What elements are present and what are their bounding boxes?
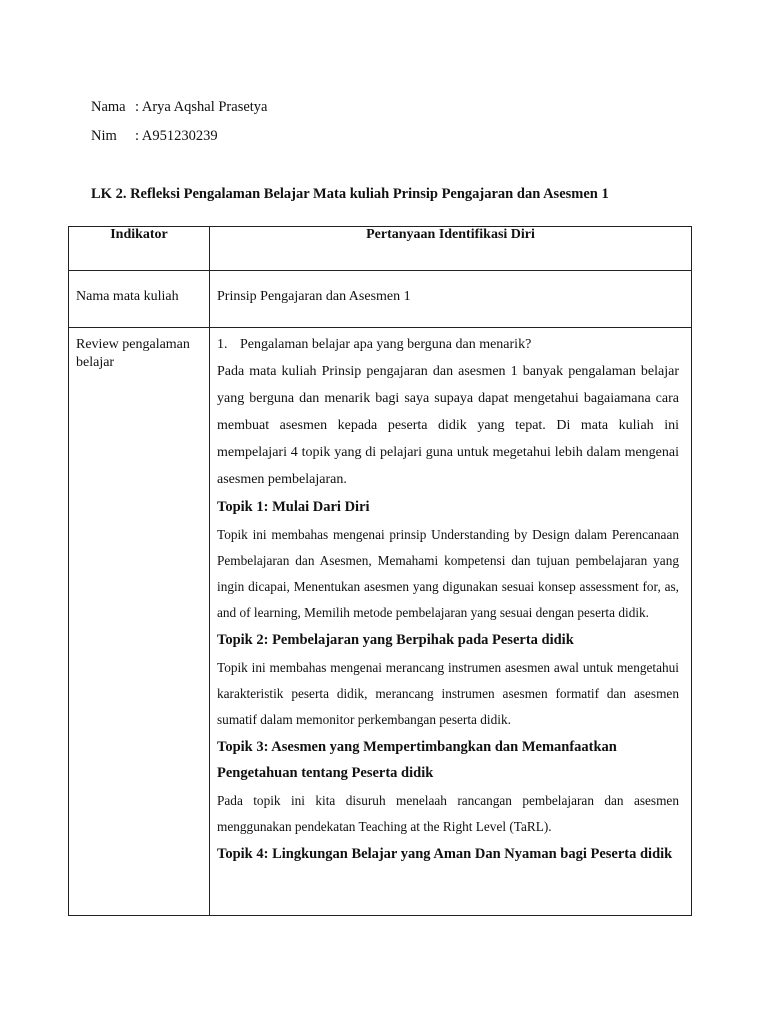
topic-2-title: Topik 2: Pembelajaran yang Berpihak pada Peserta didik — [217, 632, 574, 648]
question-number: 1. — [217, 337, 228, 352]
row-content-review — [210, 328, 692, 916]
name-row — [91, 93, 268, 122]
identity-block — [91, 93, 268, 151]
table-header-row — [69, 227, 692, 271]
nim-value: : A951230239 — [135, 128, 218, 144]
row-label-course-name: Nama mata kuliah — [69, 271, 210, 328]
intro-paragraph: Pada mata kuliah Prinsip pengajaran dan asesmen 1 banyak pengalaman belajar yang berguna dan menarik bagi saya supaya dapat mengetahui bagaiamana cara membuat asesmen kepada peserta didik yang tepat. Di mata kuliah ini mempelajari 4 topik yang di pelajari guna untuk megetahui lebih dalam mengenai asesmen pembelajaran. — [217, 364, 679, 487]
name-value: : Arya Aqshal Prasetya — [135, 99, 268, 115]
question-item — [217, 335, 679, 354]
topic-1-body: Topik ini membahas mengenai prinsip Understanding by Design dalam Perencanaan Pembelajaran dan Asesmen, Memahami kompetensi dan tujuan pembelajaran yang ingin dicapai, Menentukan asesmen yang digunakan sesuai konsep assessment for, as, and of learning, Memilih metode pembelajaran yang sesuai dengan peserta didik. — [217, 527, 679, 620]
topic-4-title: Topik 4: Lingkungan Belajar yang Aman Dan Nyaman bagi Peserta didik — [217, 846, 673, 862]
header-pertanyaan: Pertanyaan Identifikasi Diri — [210, 227, 692, 271]
nim-row — [91, 122, 268, 151]
topic-2-body: Topik ini membahas mengenai merancang instrumen asesmen awal untuk mengetahui karakteristik peserta didik, merancang instrumen asesmen formatif dan asesmen sumatif dalam memonitor perkembangan peserta didik. — [217, 660, 679, 727]
question-text: Pengalaman belajar apa yang berguna dan menarik? — [240, 337, 532, 352]
topic-1-title: Topik 1: Mulai Dari Diri — [217, 499, 370, 515]
header-indikator: Indikator — [69, 227, 210, 271]
nim-label: Nim — [91, 128, 117, 144]
topic-3-body: Pada topik ini kita disuruh menelaah rancangan pembelajaran dan asesmen menggunakan pendekatan Teaching at the Right Level (TaRL). — [217, 793, 679, 834]
row-value-course-name: Prinsip Pengajaran dan Asesmen 1 — [210, 271, 692, 328]
table-row — [69, 271, 692, 328]
name-label: Nama — [91, 99, 126, 115]
table-row — [69, 328, 692, 916]
row-label-review: Review pengalaman belajar — [69, 328, 210, 916]
topic-3-title: Topik 3: Asesmen yang Mempertimbangkan dan Memanfaatkan Pengetahuan tentang Peserta didik — [217, 739, 617, 781]
document-title: LK 2. Refleksi Pengalaman Belajar Mata kuliah Prinsip Pengajaran dan Asesmen 1 — [91, 186, 609, 202]
reflection-table — [68, 226, 692, 916]
